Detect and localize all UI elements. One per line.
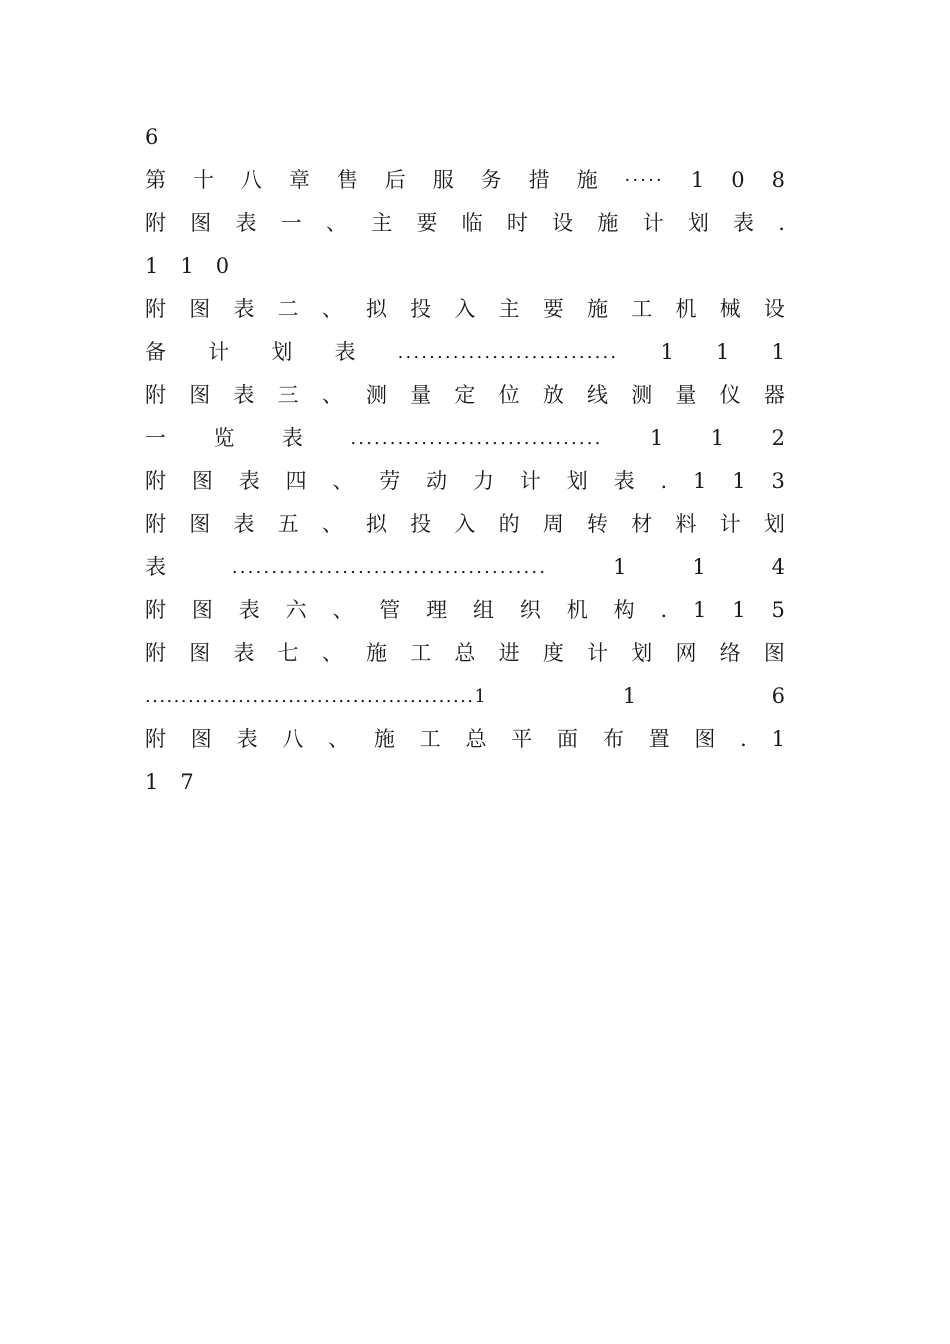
toc-char: . bbox=[660, 598, 668, 622]
toc-line bbox=[145, 245, 785, 288]
toc-char: 表 bbox=[236, 727, 258, 751]
toc-leader-dots: ····· bbox=[624, 170, 664, 191]
toc-char: 组 bbox=[473, 598, 495, 622]
toc-char: . bbox=[778, 211, 785, 235]
toc-char: 六 bbox=[285, 598, 307, 622]
toc-char: 0 bbox=[731, 168, 745, 192]
toc-char: 后 bbox=[384, 168, 406, 192]
toc-char: 施 bbox=[576, 168, 598, 192]
toc-char: 1 bbox=[771, 340, 785, 364]
toc-line bbox=[145, 374, 785, 417]
toc-line bbox=[145, 589, 785, 632]
toc-line bbox=[145, 159, 785, 202]
toc-char: 表 bbox=[238, 469, 260, 493]
toc-char: 十 bbox=[192, 168, 214, 192]
toc-char: 图 bbox=[189, 297, 211, 321]
toc-char: 5 bbox=[771, 598, 785, 622]
toc-char: 1 bbox=[732, 469, 746, 493]
toc-char: 放 bbox=[542, 383, 564, 407]
toc-char: 措 bbox=[528, 168, 550, 192]
toc-char: 表 bbox=[233, 641, 255, 665]
toc-char: 表 bbox=[145, 555, 166, 579]
toc-char: 6 bbox=[771, 684, 785, 708]
toc-char: 图 bbox=[190, 727, 212, 751]
toc-char: 一 bbox=[280, 211, 302, 235]
toc-char: 服 bbox=[432, 168, 454, 192]
toc-char: 总 bbox=[465, 727, 487, 751]
toc-char: 的 bbox=[498, 512, 520, 536]
table-of-contents bbox=[145, 116, 785, 804]
toc-char: 1 bbox=[145, 254, 159, 278]
toc-char: 量 bbox=[675, 383, 697, 407]
toc-char: 机 bbox=[675, 297, 697, 321]
toc-char: 表 bbox=[238, 598, 260, 622]
toc-char: 附 bbox=[145, 469, 166, 493]
toc-char: 工 bbox=[419, 727, 441, 751]
toc-char: 四 bbox=[285, 469, 307, 493]
toc-char: 计 bbox=[587, 641, 609, 665]
toc-char: 表 bbox=[334, 340, 356, 364]
toc-char: 1 bbox=[613, 555, 627, 579]
toc-char: 、 bbox=[321, 383, 343, 407]
toc-char: 1 bbox=[145, 770, 159, 794]
toc-char: 一 bbox=[145, 426, 166, 450]
toc-char: 五 bbox=[277, 512, 299, 536]
toc-char: 图 bbox=[763, 641, 785, 665]
toc-char: 机 bbox=[566, 598, 588, 622]
toc-char: 备 bbox=[145, 340, 166, 364]
toc-char: 计 bbox=[719, 512, 741, 536]
toc-char: 1 bbox=[710, 426, 725, 450]
toc-char: . bbox=[660, 469, 668, 493]
toc-char: 测 bbox=[631, 383, 653, 407]
toc-char: 材 bbox=[631, 512, 653, 536]
toc-char: 1 bbox=[692, 555, 706, 579]
toc-char: 网 bbox=[675, 641, 697, 665]
toc-char: 布 bbox=[602, 727, 624, 751]
toc-char: 1 bbox=[690, 168, 705, 192]
toc-char: 要 bbox=[542, 297, 564, 321]
toc-char: 劳 bbox=[379, 469, 401, 493]
toc-line bbox=[145, 288, 785, 331]
toc-leader-dots: ..............................................1 bbox=[145, 686, 488, 707]
toc-char: 八 bbox=[240, 168, 262, 192]
toc-char: 、 bbox=[325, 211, 347, 235]
toc-char: 施 bbox=[587, 297, 609, 321]
toc-char: 划 bbox=[271, 340, 293, 364]
toc-char: 工 bbox=[631, 297, 653, 321]
toc-char: 1 bbox=[693, 598, 707, 622]
toc-char: 图 bbox=[189, 383, 211, 407]
toc-char: 划 bbox=[566, 469, 588, 493]
toc-char: 临 bbox=[461, 211, 483, 235]
toc-char: 仪 bbox=[719, 383, 741, 407]
toc-char: 计 bbox=[208, 340, 230, 364]
toc-char: 拟 bbox=[366, 512, 388, 536]
toc-char: 附 bbox=[145, 383, 166, 407]
toc-line bbox=[145, 761, 785, 804]
toc-leader-dots: ................................ bbox=[350, 428, 603, 449]
toc-char: 、 bbox=[332, 469, 354, 493]
toc-char: 表 bbox=[233, 297, 255, 321]
toc-char: 总 bbox=[454, 641, 476, 665]
toc-char: 施 bbox=[366, 641, 388, 665]
toc-char: 械 bbox=[719, 297, 741, 321]
toc-char: 线 bbox=[587, 383, 609, 407]
toc-char: 拟 bbox=[366, 297, 388, 321]
toc-char: 2 bbox=[771, 426, 785, 450]
toc-char: 、 bbox=[321, 641, 343, 665]
toc-char: 时 bbox=[506, 211, 528, 235]
toc-char: 计 bbox=[642, 211, 664, 235]
toc-char: 务 bbox=[480, 168, 502, 192]
toc-leader-dots: ........................................ bbox=[231, 557, 548, 578]
toc-char: 构 bbox=[613, 598, 635, 622]
toc-char: 施 bbox=[597, 211, 619, 235]
toc-char: 1 bbox=[660, 340, 674, 364]
toc-line bbox=[145, 632, 785, 675]
toc-char: 图 bbox=[694, 727, 716, 751]
toc-char: 投 bbox=[410, 512, 432, 536]
toc-char: 络 bbox=[719, 641, 741, 665]
toc-char: 图 bbox=[191, 469, 213, 493]
toc-char: 投 bbox=[410, 297, 432, 321]
toc-char: 二 bbox=[277, 297, 299, 321]
toc-line bbox=[145, 546, 785, 589]
toc-char: 置 bbox=[648, 727, 670, 751]
toc-char: 1 bbox=[732, 598, 746, 622]
toc-char: 图 bbox=[189, 641, 211, 665]
toc-char: 施 bbox=[373, 727, 395, 751]
toc-char: 要 bbox=[416, 211, 438, 235]
toc-line bbox=[145, 417, 785, 460]
toc-line bbox=[145, 503, 785, 546]
toc-char: 附 bbox=[145, 297, 166, 321]
toc-char: 8 bbox=[771, 168, 785, 192]
toc-char: 1 bbox=[622, 684, 637, 708]
toc-char: 计 bbox=[519, 469, 541, 493]
toc-char: 1 bbox=[649, 426, 664, 450]
toc-line bbox=[145, 116, 785, 159]
toc-char: 量 bbox=[410, 383, 432, 407]
toc-char: 附 bbox=[145, 211, 166, 235]
toc-leader-dots: ............................ bbox=[397, 342, 619, 363]
toc-char: 1 bbox=[180, 254, 194, 278]
toc-char: 附 bbox=[145, 641, 166, 665]
toc-char: 1 bbox=[771, 727, 785, 751]
toc-char: 、 bbox=[321, 297, 343, 321]
toc-line bbox=[145, 331, 785, 374]
toc-char: 面 bbox=[557, 727, 579, 751]
toc-char: 定 bbox=[454, 383, 476, 407]
toc-char: 4 bbox=[771, 555, 785, 579]
toc-char: 0 bbox=[215, 254, 230, 278]
toc-char: 附 bbox=[145, 598, 166, 622]
toc-char: 表 bbox=[233, 512, 255, 536]
toc-char: 6 bbox=[145, 125, 159, 149]
toc-char: . bbox=[740, 727, 747, 751]
toc-char: 、 bbox=[332, 598, 354, 622]
toc-char: 设 bbox=[763, 297, 785, 321]
toc-char: 表 bbox=[233, 383, 255, 407]
toc-char: 转 bbox=[587, 512, 609, 536]
toc-char: 三 bbox=[277, 383, 299, 407]
toc-char: 览 bbox=[213, 426, 235, 450]
toc-char: 八 bbox=[282, 727, 304, 751]
toc-char: 划 bbox=[631, 641, 653, 665]
toc-char: 动 bbox=[426, 469, 448, 493]
toc-char: 章 bbox=[288, 168, 310, 192]
toc-char: 1 bbox=[716, 340, 730, 364]
toc-char: 附 bbox=[145, 727, 166, 751]
toc-line bbox=[145, 675, 785, 718]
toc-char: 测 bbox=[366, 383, 388, 407]
toc-char: 入 bbox=[454, 297, 476, 321]
toc-char: 表 bbox=[733, 211, 755, 235]
toc-char: 划 bbox=[687, 211, 709, 235]
toc-line bbox=[145, 460, 785, 503]
toc-char: 表 bbox=[235, 211, 257, 235]
toc-char: 度 bbox=[542, 641, 564, 665]
toc-char: 表 bbox=[281, 426, 303, 450]
toc-char: 主 bbox=[498, 297, 520, 321]
toc-char: 、 bbox=[328, 727, 350, 751]
toc-char: 设 bbox=[552, 211, 574, 235]
toc-char: 料 bbox=[675, 512, 697, 536]
toc-char: 平 bbox=[511, 727, 533, 751]
toc-char: 理 bbox=[426, 598, 448, 622]
toc-char: 织 bbox=[519, 598, 541, 622]
toc-char: 力 bbox=[473, 469, 495, 493]
toc-char: 附 bbox=[145, 512, 166, 536]
toc-line bbox=[145, 202, 785, 245]
toc-char: 位 bbox=[498, 383, 520, 407]
toc-char: 图 bbox=[190, 211, 212, 235]
toc-char: 进 bbox=[498, 641, 520, 665]
toc-char: 图 bbox=[189, 512, 211, 536]
toc-char: 图 bbox=[191, 598, 213, 622]
toc-char: 主 bbox=[371, 211, 393, 235]
toc-char: 入 bbox=[454, 512, 476, 536]
toc-char: 器 bbox=[763, 383, 785, 407]
toc-char: 第 bbox=[145, 168, 166, 192]
toc-char: 划 bbox=[763, 512, 785, 536]
toc-char: 7 bbox=[180, 770, 194, 794]
toc-char: 表 bbox=[613, 469, 635, 493]
toc-char: 七 bbox=[277, 641, 299, 665]
toc-char: 工 bbox=[410, 641, 432, 665]
toc-line bbox=[145, 718, 785, 761]
toc-char: 售 bbox=[336, 168, 358, 192]
toc-char: 周 bbox=[542, 512, 564, 536]
toc-char: 管 bbox=[379, 598, 401, 622]
toc-char: 、 bbox=[321, 512, 343, 536]
toc-char: 3 bbox=[771, 469, 785, 493]
toc-char: 1 bbox=[693, 469, 707, 493]
